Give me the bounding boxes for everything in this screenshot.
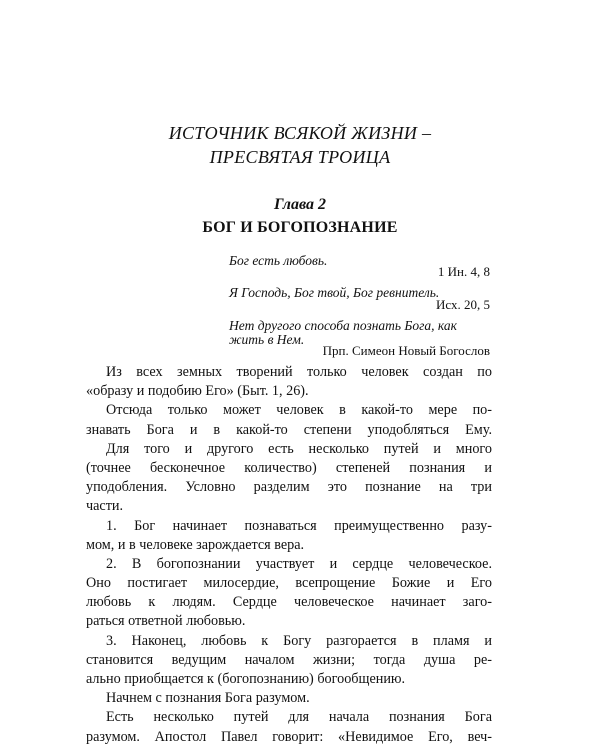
epigraph-1-text: Бог есть любовь. <box>229 253 328 268</box>
epigraph-1-source: 1 Ин. 4, 8 <box>437 264 490 279</box>
body-line: ально приобщается к (богопознанию) богообщению. <box>86 671 406 687</box>
body-line: 3. Наконец, любовь к Богу разгорается в пламя и <box>106 632 492 649</box>
body-line: части. <box>86 498 124 515</box>
body-line: 2. В богопознании участвует и сердце человеческое. <box>106 555 492 572</box>
body-line: Из всех земных творений только человек создан по <box>106 364 492 380</box>
epigraph-3-source: Прп. Симеон Новый Богослов <box>322 343 490 358</box>
body-text <box>86 363 492 747</box>
epigraph-2-source: Исх. 20, 5 <box>436 297 490 312</box>
epigraph-3-text-line-2: жить в Нем. <box>229 332 305 347</box>
body-line: становится ведущим началом жизни; тогда душа ре- <box>86 651 492 668</box>
body-line: Для того и другого есть несколько путей и много <box>106 440 492 457</box>
body-line: Отсюда только может человек в какой-то мере по- <box>106 402 492 419</box>
body-line: Оно постигает милосердие, всепрощение Божие и Его <box>86 575 492 592</box>
chapter-title: БОГ И БОГОПОЗНАНИЕ <box>202 219 398 236</box>
section-title-line-2: ПРЕСВЯТАЯ ТРОИЦА <box>209 147 391 167</box>
epigraph-3-text-line-1: Нет другого способа познать Бога, как <box>229 318 457 333</box>
body-line: «образу и подобию Его» (Быт. 1, 26). <box>86 383 309 400</box>
body-line: 1. Бог начинает познаваться преимущественно разу- <box>106 517 492 534</box>
chapter-number: Глава 2 <box>273 196 327 213</box>
body-line: любовь к людям. Сердце человеческое начинает заго- <box>86 594 492 611</box>
body-line: разумом. Апостол Павел говорит: «Невидимое Его, веч- <box>86 728 492 745</box>
body-line: мом, и в человеке зарождается вера. <box>86 536 305 553</box>
section-title-line-1: ИСТОЧНИК ВСЯКОЙ ЖИЗНИ – <box>168 123 432 143</box>
epigraph-2-text: Я Господь, Бог твой, Бог ревнитель. <box>229 285 440 300</box>
body-line: (точнее бесконечное количество) степеней познания и <box>86 459 492 476</box>
body-line: раться ответной любовью. <box>86 613 246 630</box>
body-line: Начнем с познания Бога разумом. <box>106 690 310 707</box>
body-line: Есть несколько путей для начала познания Бога <box>106 709 492 726</box>
body-line: знавать Бога и в какой-то степени уподобляться Ему. <box>86 421 492 438</box>
body-line: уподобления. Условно разделим это познание на три <box>86 479 492 496</box>
